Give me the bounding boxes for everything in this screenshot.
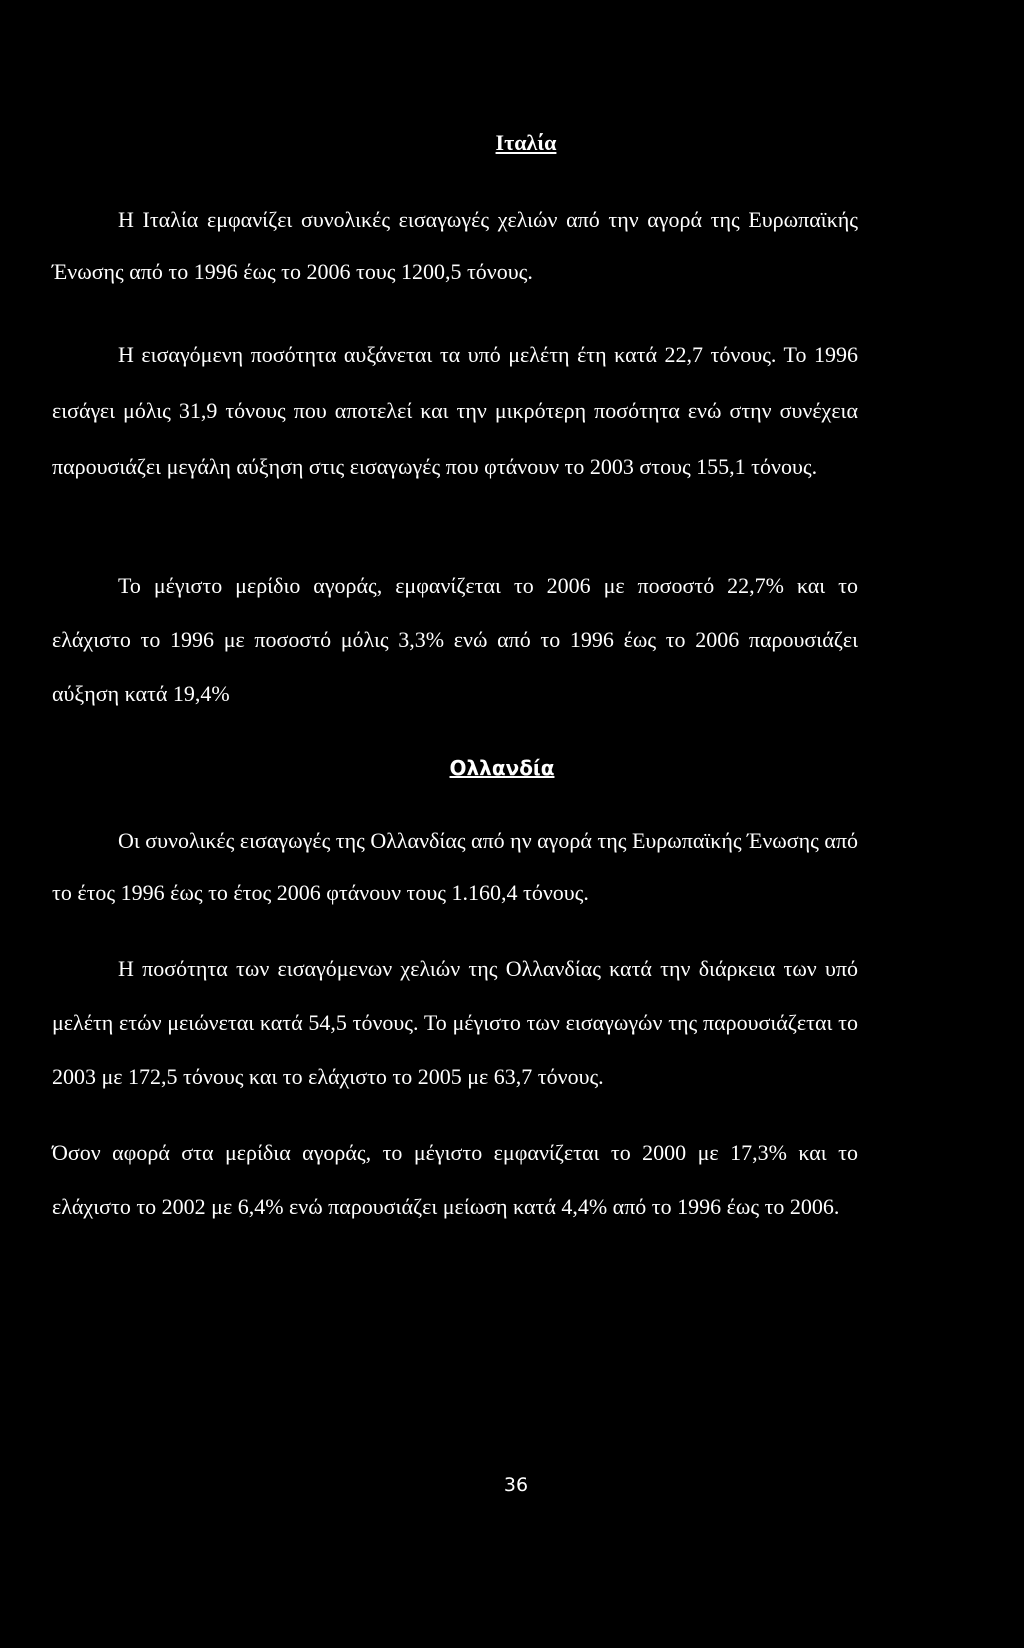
section-heading-italy: Ιταλία [495,130,557,155]
italy-paragraph-3: Το μέγιστο μερίδιο αγοράς, εμφανίζεται το 2006 με ποσοστό 22,7% και το ελάχιστο το 1996 με ποσοστό μόλις 3,3% ενώ από το 1996 έως το 2006 παρουσιάζει αύξηση κατά 19,4% [52,573,858,706]
page-number: 36 [503,1474,529,1496]
netherlands-paragraph-2: Η ποσότητα των εισαγόμενων χελιών της Ολλανδίας κατά την διάρκεια των υπό μελέτη ετών μειώνεται κατά 54,5 τόνους. Το μέγιστο των εισαγωγών της παρουσιάζεται το 2003 με 172,5 τόνους και το ελάχιστο το 2005 με 63,7 τόνους. [52,956,858,1089]
italy-paragraph-1: Η Ιταλία εμφανίζει συνολικές εισαγωγές χελιών από την αγορά της Ευρωπαϊκής Ένωσης από το 1996 έως το 2006 τους 1200,5 τόνους. [52,207,858,284]
italy-paragraph-2: Η εισαγόμενη ποσότητα αυξάνεται τα υπό μελέτη έτη κατά 22,7 τόνους. Το 1996 εισάγει μόλις 31,9 τόνους που αποτελεί και την μικρότερη ποσότητα ενώ στην συνέχεια παρουσιάζει μεγάλη αύξηση στις εισαγωγές που φτάνουν το 2003 στους 155,1 τόνους. [52,342,858,479]
netherlands-paragraph-3: Όσον αφορά στα μερίδια αγοράς, το μέγιστο εμφανίζεται το 2000 με 17,3% και το ελάχιστο το 2002 με 6,4% ενώ παρουσιάζει μείωση κατά 4,4% από το 1996 έως το 2006. [52,1140,858,1219]
netherlands-paragraph-1: Οι συνολικές εισαγωγές της Ολλανδίας από ην αγορά της Ευρωπαϊκής Ένωσης από το έτος 1996 έως το έτος 2006 φτάνουν τους 1.160,4 τόνους. [52,828,858,905]
section-heading-netherlands: Ολλανδία [449,756,555,780]
